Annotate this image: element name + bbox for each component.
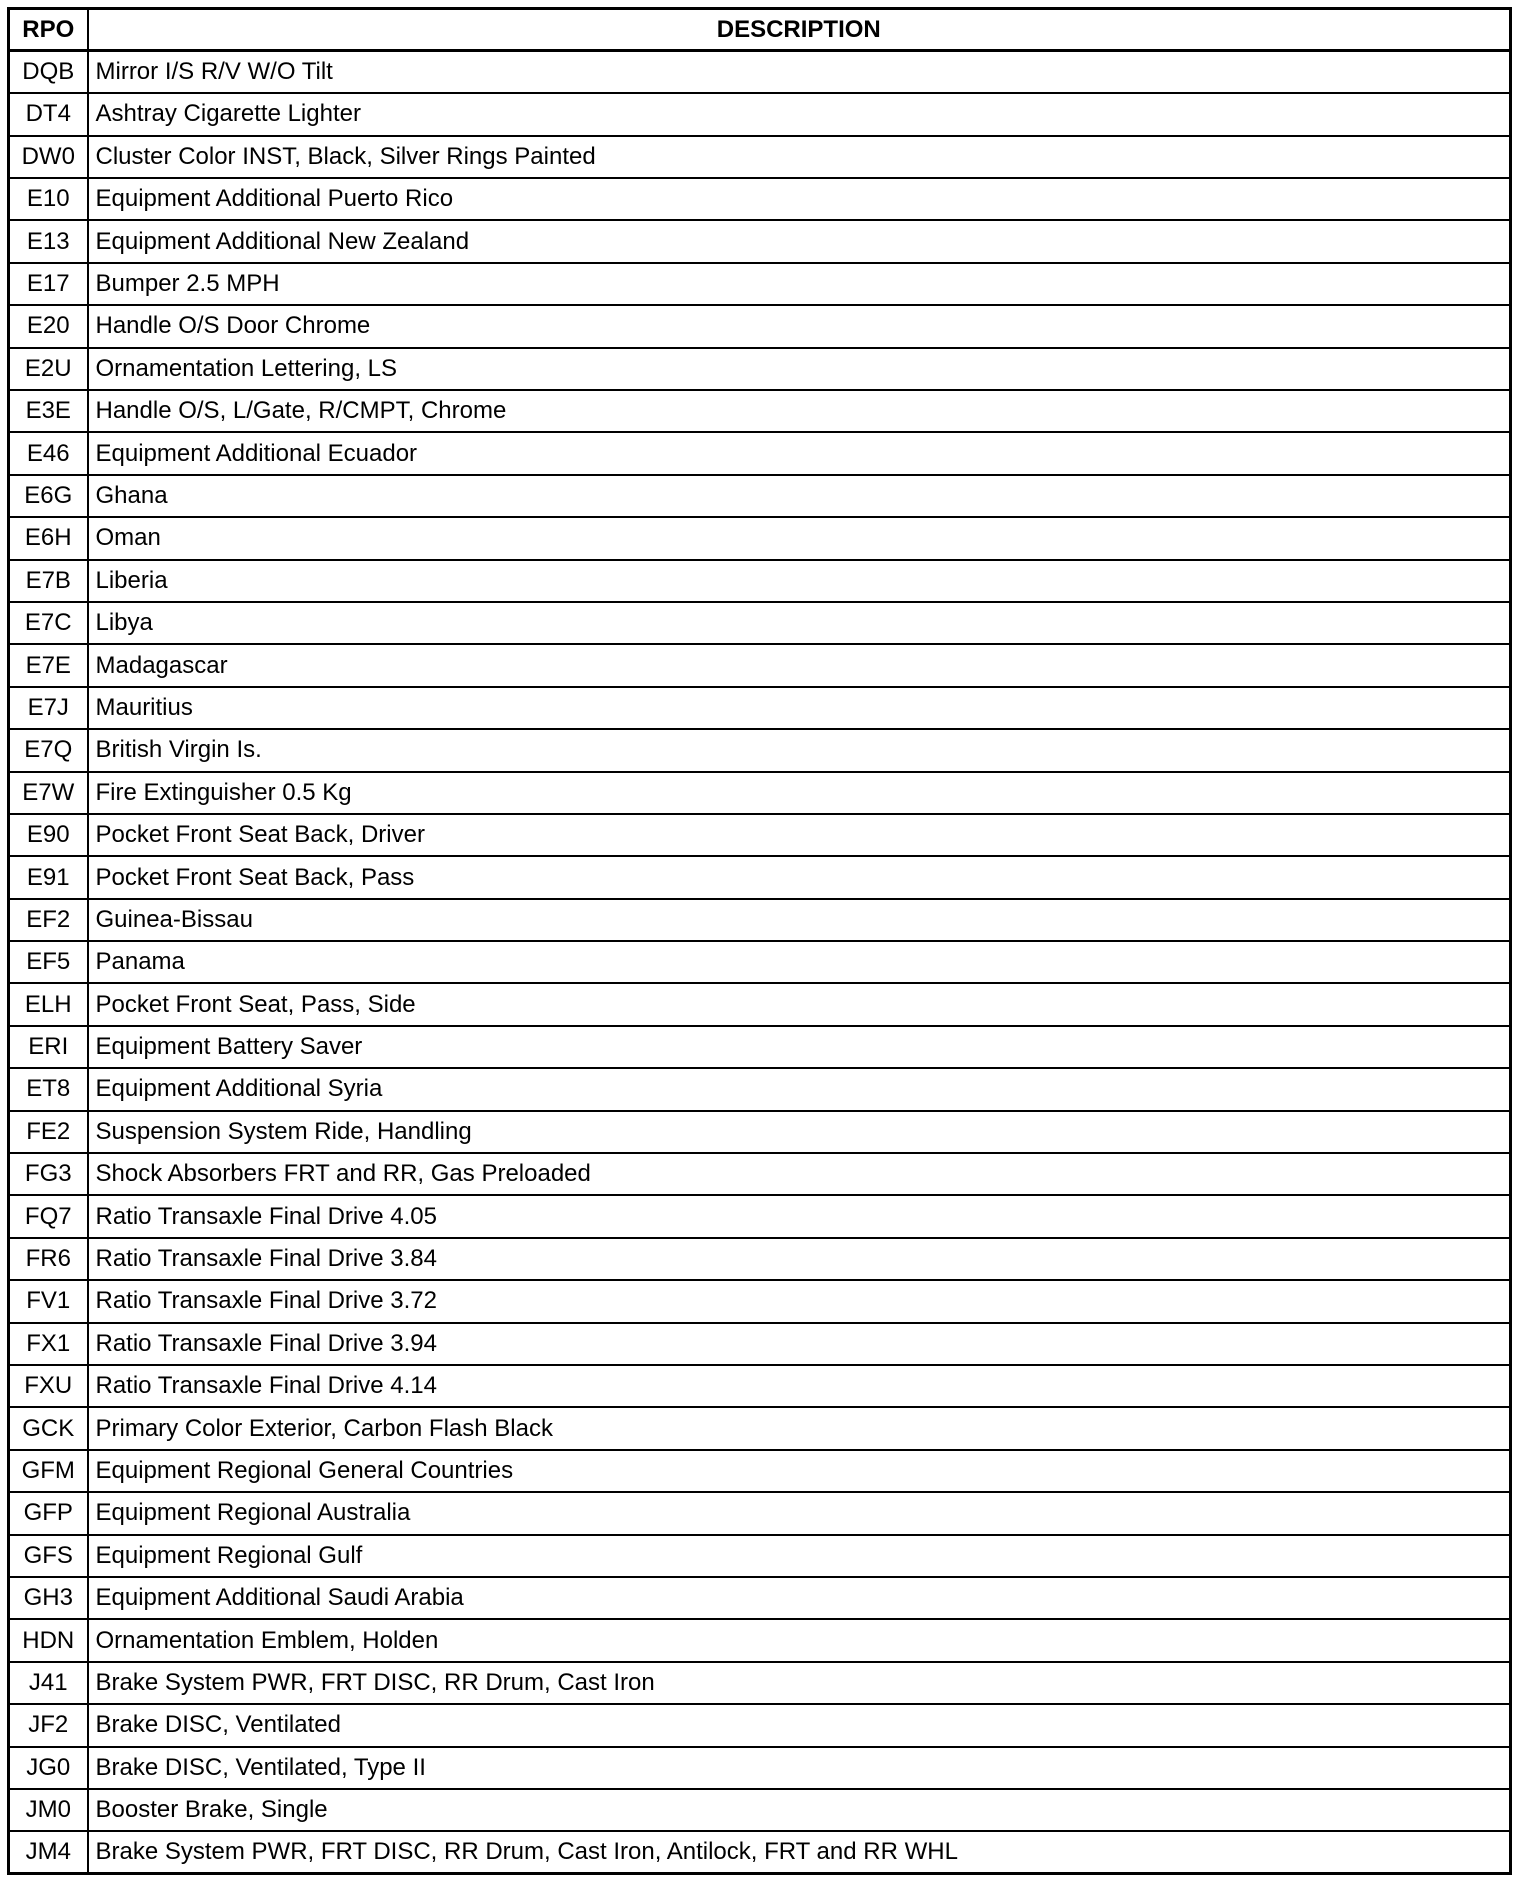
- rpo-code-cell: E7E: [9, 644, 88, 686]
- rpo-code-cell: FXU: [9, 1365, 88, 1407]
- rpo-code-cell: GFP: [9, 1492, 88, 1534]
- table-row: [9, 136, 1511, 178]
- description-cell: Ashtray Cigarette Lighter: [88, 93, 1511, 135]
- description-cell: Ratio Transaxle Final Drive 3.72: [88, 1280, 1511, 1322]
- header-description: DESCRIPTION: [88, 9, 1511, 51]
- rpo-code-cell: E90: [9, 814, 88, 856]
- table-row: [9, 941, 1511, 983]
- description-cell: Equipment Regional Gulf: [88, 1535, 1511, 1577]
- rpo-code-cell: FG3: [9, 1153, 88, 1195]
- table-row: [9, 687, 1511, 729]
- table-row: [9, 348, 1511, 390]
- rpo-code-cell: E46: [9, 432, 88, 474]
- table-row: [9, 432, 1511, 474]
- description-cell: Pocket Front Seat Back, Driver: [88, 814, 1511, 856]
- rpo-code-cell: EF2: [9, 899, 88, 941]
- description-cell: Fire Extinguisher 0.5 Kg: [88, 772, 1511, 814]
- table-row: [9, 1026, 1511, 1068]
- description-cell: Ornamentation Emblem, Holden: [88, 1619, 1511, 1661]
- table-row: [9, 1704, 1511, 1746]
- description-cell: Brake System PWR, FRT DISC, RR Drum, Cast Iron: [88, 1662, 1511, 1704]
- table-row: [9, 772, 1511, 814]
- description-cell: Suspension System Ride, Handling: [88, 1111, 1511, 1153]
- table-row: [9, 983, 1511, 1025]
- rpo-code-cell: E17: [9, 263, 88, 305]
- rpo-code-cell: GH3: [9, 1577, 88, 1619]
- rpo-code-cell: JF2: [9, 1704, 88, 1746]
- description-cell: Equipment Regional Australia: [88, 1492, 1511, 1534]
- description-cell: Primary Color Exterior, Carbon Flash Black: [88, 1407, 1511, 1449]
- rpo-code-cell: ELH: [9, 983, 88, 1025]
- description-cell: Brake DISC, Ventilated: [88, 1704, 1511, 1746]
- table-row: [9, 1195, 1511, 1237]
- description-cell: Handle O/S, L/Gate, R/CMPT, Chrome: [88, 390, 1511, 432]
- rpo-code-cell: J41: [9, 1662, 88, 1704]
- table-row: [9, 814, 1511, 856]
- description-cell: Ratio Transaxle Final Drive 3.94: [88, 1323, 1511, 1365]
- table-row: [9, 1662, 1511, 1704]
- description-cell: Guinea-Bissau: [88, 899, 1511, 941]
- table-row: [9, 475, 1511, 517]
- description-cell: Equipment Regional General Countries: [88, 1450, 1511, 1492]
- description-cell: Equipment Additional Puerto Rico: [88, 178, 1511, 220]
- table-row: [9, 1365, 1511, 1407]
- description-cell: Equipment Additional Syria: [88, 1068, 1511, 1110]
- description-cell: Oman: [88, 517, 1511, 559]
- table-row: [9, 856, 1511, 898]
- table-row: [9, 1323, 1511, 1365]
- table-row: [9, 178, 1511, 220]
- rpo-code-cell: E6H: [9, 517, 88, 559]
- rpo-code-cell: E7J: [9, 687, 88, 729]
- table-row: [9, 1619, 1511, 1661]
- description-cell: Ratio Transaxle Final Drive 3.84: [88, 1238, 1511, 1280]
- rpo-code-cell: E10: [9, 178, 88, 220]
- description-cell: Equipment Battery Saver: [88, 1026, 1511, 1068]
- rpo-code-cell: DQB: [9, 51, 88, 93]
- rpo-code-cell: E20: [9, 305, 88, 347]
- description-cell: Panama: [88, 941, 1511, 983]
- table-row: [9, 1789, 1511, 1831]
- rpo-code-cell: HDN: [9, 1619, 88, 1661]
- rpo-code-cell: E7W: [9, 772, 88, 814]
- table-row: [9, 1577, 1511, 1619]
- table-row: [9, 1831, 1511, 1873]
- table-row: [9, 1450, 1511, 1492]
- table-row: [9, 517, 1511, 559]
- table-row: [9, 305, 1511, 347]
- table-row: [9, 1407, 1511, 1449]
- rpo-code-cell: EF5: [9, 941, 88, 983]
- table-row: [9, 729, 1511, 771]
- rpo-code-cell: ERI: [9, 1026, 88, 1068]
- rpo-code-cell: DT4: [9, 93, 88, 135]
- description-cell: Pocket Front Seat, Pass, Side: [88, 983, 1511, 1025]
- table-row: [9, 1280, 1511, 1322]
- rpo-code-cell: E6G: [9, 475, 88, 517]
- rpo-code-cell: E7Q: [9, 729, 88, 771]
- rpo-code-cell: JM0: [9, 1789, 88, 1831]
- description-cell: Equipment Additional Ecuador: [88, 432, 1511, 474]
- description-cell: Ratio Transaxle Final Drive 4.05: [88, 1195, 1511, 1237]
- rpo-code-cell: E13: [9, 220, 88, 262]
- table-row: [9, 1492, 1511, 1534]
- table-row: [9, 899, 1511, 941]
- description-cell: Cluster Color INST, Black, Silver Rings Painted: [88, 136, 1511, 178]
- table-row: [9, 644, 1511, 686]
- description-cell: Ratio Transaxle Final Drive 4.14: [88, 1365, 1511, 1407]
- rpo-code-cell: FQ7: [9, 1195, 88, 1237]
- table-row: [9, 1111, 1511, 1153]
- description-cell: Bumper 2.5 MPH: [88, 263, 1511, 305]
- table-row: [9, 51, 1511, 93]
- table-row: [9, 263, 1511, 305]
- description-cell: British Virgin Is.: [88, 729, 1511, 771]
- table-row: [9, 560, 1511, 602]
- description-cell: Pocket Front Seat Back, Pass: [88, 856, 1511, 898]
- description-cell: Brake System PWR, FRT DISC, RR Drum, Cast Iron, Antilock, FRT and RR WHL: [88, 1831, 1511, 1873]
- rpo-code-cell: JM4: [9, 1831, 88, 1873]
- description-cell: Shock Absorbers FRT and RR, Gas Preloaded: [88, 1153, 1511, 1195]
- description-cell: Ornamentation Lettering, LS: [88, 348, 1511, 390]
- description-cell: Madagascar: [88, 644, 1511, 686]
- table-row: [9, 390, 1511, 432]
- table-row: [9, 1535, 1511, 1577]
- rpo-code-cell: GFM: [9, 1450, 88, 1492]
- rpo-code-cell: GFS: [9, 1535, 88, 1577]
- rpo-code-cell: ET8: [9, 1068, 88, 1110]
- description-cell: Equipment Additional New Zealand: [88, 220, 1511, 262]
- rpo-code-cell: JG0: [9, 1747, 88, 1789]
- rpo-code-cell: DW0: [9, 136, 88, 178]
- table-body: [9, 51, 1511, 1874]
- rpo-code-cell: E7C: [9, 602, 88, 644]
- table-row: [9, 93, 1511, 135]
- description-cell: Equipment Additional Saudi Arabia: [88, 1577, 1511, 1619]
- header-rpo: RPO: [9, 9, 88, 51]
- table-header: [9, 9, 1511, 51]
- rpo-code-cell: FX1: [9, 1323, 88, 1365]
- description-cell: Libya: [88, 602, 1511, 644]
- table-row: [9, 220, 1511, 262]
- rpo-code-cell: GCK: [9, 1407, 88, 1449]
- description-cell: Ghana: [88, 475, 1511, 517]
- table-row: [9, 1238, 1511, 1280]
- rpo-code-cell: E2U: [9, 348, 88, 390]
- table-row: [9, 602, 1511, 644]
- rpo-table: [7, 7, 1512, 1875]
- table-row: [9, 1068, 1511, 1110]
- description-cell: Liberia: [88, 560, 1511, 602]
- rpo-code-cell: E91: [9, 856, 88, 898]
- description-cell: Mauritius: [88, 687, 1511, 729]
- rpo-code-cell: FE2: [9, 1111, 88, 1153]
- rpo-code-cell: E7B: [9, 560, 88, 602]
- description-cell: Mirror I/S R/V W/O Tilt: [88, 51, 1511, 93]
- table-row: [9, 1747, 1511, 1789]
- description-cell: Brake DISC, Ventilated, Type II: [88, 1747, 1511, 1789]
- rpo-code-cell: FV1: [9, 1280, 88, 1322]
- rpo-code-cell: E3E: [9, 390, 88, 432]
- description-cell: Booster Brake, Single: [88, 1789, 1511, 1831]
- table-row: [9, 1153, 1511, 1195]
- header-row: [9, 9, 1511, 51]
- rpo-code-cell: FR6: [9, 1238, 88, 1280]
- description-cell: Handle O/S Door Chrome: [88, 305, 1511, 347]
